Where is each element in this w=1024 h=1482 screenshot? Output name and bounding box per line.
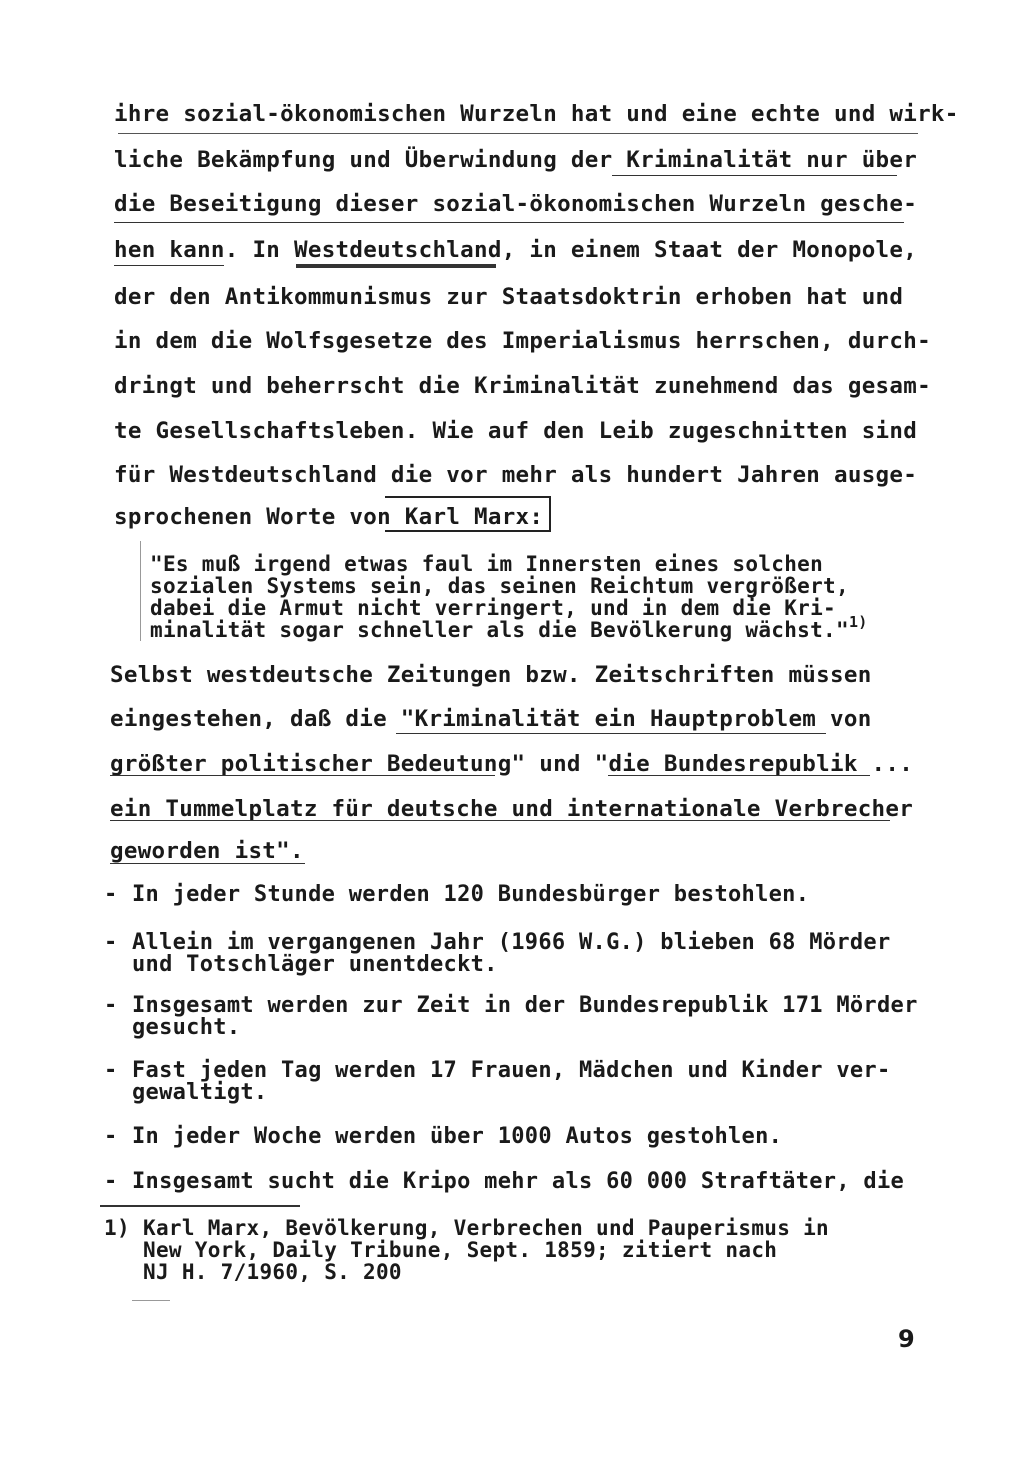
pencil-underline (110, 863, 305, 864)
footnote-line: NJ H. 7/1960, S. 200 (143, 1260, 402, 1284)
pencil-underline (296, 264, 496, 268)
bullet-dash: - (104, 930, 118, 955)
bullet-line: Allein im vergangenen Jahr (1966 W.G.) blieben 68 Mörder (132, 930, 891, 955)
body-line: eingestehen, daß die "Kriminalität ein Hauptproblem von (110, 706, 872, 732)
body-line: geworden ist". (110, 838, 304, 864)
bullet-line: gesucht. (132, 1015, 241, 1040)
pencil-margin-line (140, 541, 141, 641)
body-line: hen kann. In Westdeutschland, in einem Staat der Monopole, (114, 237, 918, 263)
pencil-underline (118, 133, 918, 134)
bullet-dash: - (104, 1169, 118, 1194)
pencil-underline (612, 175, 897, 176)
pencil-box (385, 496, 551, 532)
bullet-line: Fast jeden Tag werden 17 Frauen, Mädchen und Kinder ver- (132, 1058, 891, 1083)
bullet-dash: - (104, 993, 118, 1018)
bullet-line: und Totschläger unentdeckt. (132, 952, 498, 977)
marx-name: Karl Marx: (404, 504, 544, 530)
body-line: größter politischer Bedeutung" und "die Bundesrepublik ... (110, 751, 914, 777)
footnote-ref: 1) (848, 613, 868, 631)
marx-intro-lead: sprochenen Worte von (114, 504, 405, 530)
footnote-line: Karl Marx, Bevölkerung, Verbrechen und Pauperismus in (143, 1216, 829, 1240)
quote-line: dabei die Armut nicht verringert, und in dem die Kri- (150, 596, 836, 620)
pencil-underline (114, 222, 904, 223)
body-line: Selbst westdeutsche Zeitungen bzw. Zeitschriften müssen (110, 662, 872, 688)
body-line: te Gesellschaftsleben. Wie auf den Leib zugeschnitten sind (114, 418, 918, 444)
quote-line: "Es muß irgend etwas faul im Innersten eines solchen (150, 552, 824, 576)
pencil-underline (114, 265, 224, 266)
bullet-dash: - (104, 1124, 118, 1149)
pencil-underline (396, 733, 826, 734)
body-line: liche Bekämpfung und Überwindung der Kriminalität nur über (114, 147, 918, 173)
stray-mark (132, 1300, 170, 1301)
body-line: für Westdeutschland die vor mehr als hundert Jahren ausge- (114, 462, 918, 488)
footnote-line: New York, Daily Tribune, Sept. 1859; zitiert nach (143, 1238, 778, 1262)
body-line: die Beseitigung dieser sozial-ökonomischen Wurzeln gesche- (114, 191, 918, 217)
bullet-line: Insgesamt sucht die Kripo mehr als 60 000 Straftäter, die (132, 1169, 905, 1194)
bullet-line: Insgesamt werden zur Zeit in der Bundesrepublik 171 Mörder (132, 993, 918, 1018)
body-line: ihre sozial-ökonomischen Wurzeln hat und eine echte und wirk- (114, 101, 959, 127)
page-number: 9 (898, 1325, 915, 1353)
bullet-dash: - (104, 1058, 118, 1083)
quote-line: sozialen Systems sein, das seinen Reichtum vergrößert, (150, 574, 849, 598)
bullet-line: In jeder Stunde werden 120 Bundesbürger bestohlen. (132, 882, 810, 907)
pencil-underline (110, 820, 890, 821)
body-line: der den Antikommunismus zur Staatsdoktrin erhoben hat und (114, 284, 904, 310)
body-line: in dem die Wolfsgesetze des Imperialismus herrschen, durch- (114, 328, 931, 354)
bullet-dash: - (104, 882, 118, 907)
footnote-rule (100, 1205, 300, 1207)
pencil-underline (608, 775, 870, 776)
pencil-underline (110, 775, 495, 776)
footnote-marker: 1) (104, 1216, 130, 1240)
body-line: ein Tummelplatz für deutsche und internationale Verbrecher (110, 796, 914, 822)
body-line: dringt und beherrscht die Kriminalität zunehmend das gesam- (114, 373, 931, 399)
bullet-line: In jeder Woche werden über 1000 Autos gestohlen. (132, 1124, 783, 1149)
quote-line: minalität sogar schneller als die Bevölkerung wächst."$^{1)}$ (150, 613, 868, 642)
bullet-line: gewaltigt. (132, 1080, 268, 1105)
